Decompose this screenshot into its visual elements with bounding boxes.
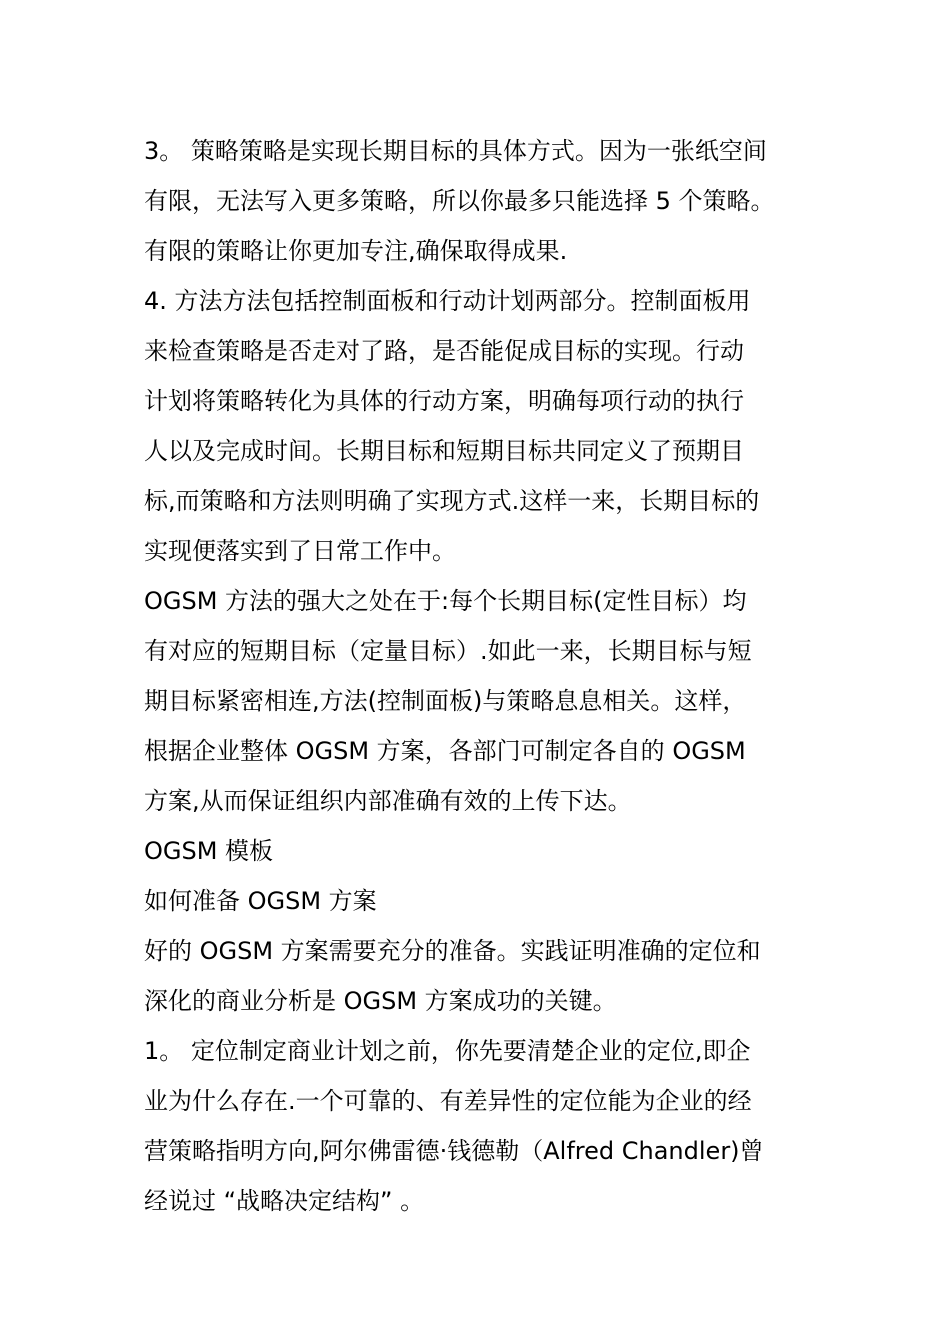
text-line: 深化的商业分析是 OGSM 方案成功的关键。 <box>144 987 617 1015</box>
text-line: 期目标紧密相连,方法(控制面板)与策略息息相关。这样， <box>144 687 747 715</box>
text-line: 经说过 “战略决定结构” 。 <box>144 1187 425 1215</box>
text-line: 3。 策略策略是实现长期目标的具体方式。因为一张纸空间 <box>144 137 767 165</box>
text-line: 有限，无法写入更多策略，所以你最多只能选择 5 个策略。 <box>144 187 775 215</box>
text-line: 业为什么存在.一个可靠的、有差异性的定位能为企业的经 <box>144 1087 752 1115</box>
text-line: OGSM 方法的强大之处在于:每个长期目标(定性目标）均 <box>144 587 747 615</box>
text-line: 根据企业整体 OGSM 方案，各部门可制定各自的 OGSM <box>144 737 746 765</box>
section-heading: OGSM 模板 <box>144 837 274 865</box>
text-line: 人以及完成时间。长期目标和短期目标共同定义了预期目 <box>144 437 744 465</box>
text-line: 方案,从而保证组织内部准确有效的上传下达。 <box>144 787 632 815</box>
text-line: 有限的策略让你更加专注,确保取得成果. <box>144 237 568 265</box>
text-line: 标,而策略和方法则明确了实现方式.这样一来，长期目标的 <box>144 487 760 515</box>
text-line: 有对应的短期目标（定量目标）.如此一来，长期目标与短 <box>144 637 752 665</box>
text-line: 1。 定位制定商业计划之前，你先要清楚企业的定位,即企 <box>144 1037 751 1065</box>
text-line: 好的 OGSM 方案需要充分的准备。实践证明准确的定位和 <box>144 937 761 965</box>
section-heading: 如何准备 OGSM 方案 <box>144 887 377 915</box>
document-body <box>144 126 816 1226</box>
text-line: 4. 方法方法包括控制面板和行动计划两部分。控制面板用 <box>144 287 751 315</box>
text-line: 实现便落实到了日常工作中。 <box>144 537 456 565</box>
text-line: 计划将策略转化为具体的行动方案，明确每项行动的执行 <box>144 387 744 415</box>
text-line: 营策略指明方向,阿尔佛雷德·钱德勒（Alfred Chandler)曾 <box>144 1137 764 1165</box>
text-line: 来检查策略是否走对了路，是否能促成目标的实现。行动 <box>144 337 744 365</box>
